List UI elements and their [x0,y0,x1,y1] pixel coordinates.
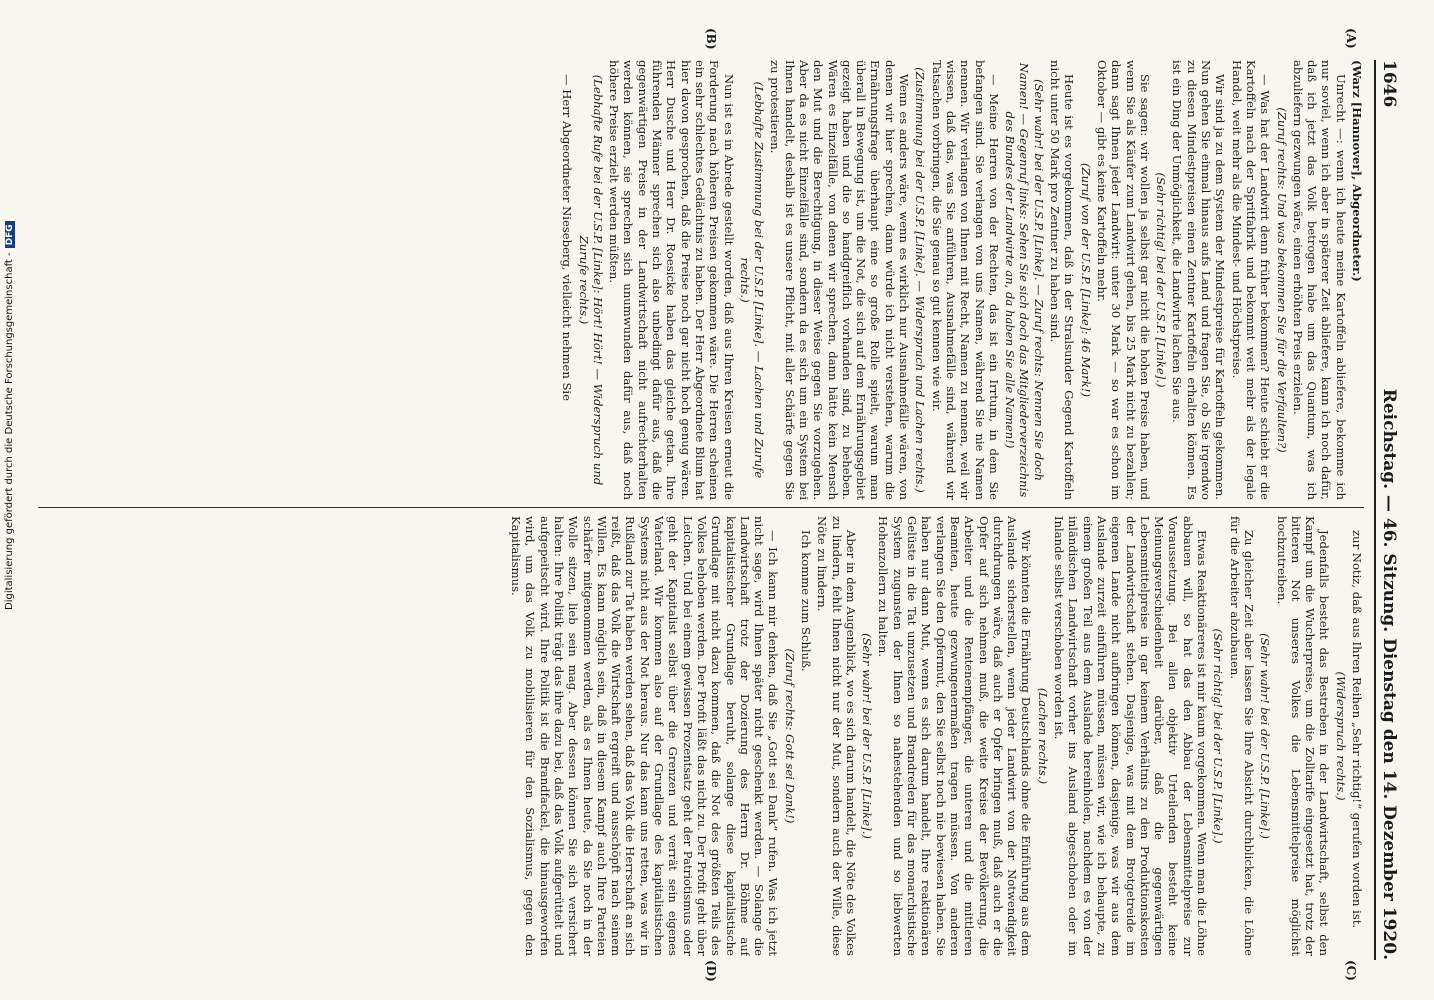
paragraph: — Was hat der Landwirt denn früher bekommen? Heute schiebt er die Kartoffeln nach der Spritfabrik und bekommt weit mehr als der legale Handel, weit mehr als die Mindest- und Höchstpreise. [1229,60,1273,500]
dfg-logo: DFG [5,221,15,248]
right-column [38,516,1364,956]
page-header [1374,60,1402,960]
paragraph: Nun ist es in Abrede gestellt worden, daß aus Ihren Kreisen erneut die Forderung nach höheren Preisen gekommen wäre. Die Herren scheinen ein sehr schlechtes Gedächtnis zu haben. Der Herr Abgeordnete Blum hat hier davon gesprochen, daß die Preise noch gar nicht hoch genug wären. Herr Dusche und Herr Dr. Roesicke haben das gleiche getan. Ihre führenden Männer sprechen sich also unbedingt dafür aus, daß die gegenwärtigen Preise in der Landwirtschaft nicht aufrechterhalten werden können, sie sprechen sich unumwunden dafür aus, daß noch höhere Preise erzielt werden müßten. [607,60,736,500]
interjection: (Sehr richtig! bei der U.S.P. [Linke].) [1154,172,1169,388]
margin-mark-d: (D) [704,960,718,982]
page [18,20,1418,980]
paragraph: Sie sagen: wir wollen ja selbst gar nicht die hohen Preise haben, und wenn Sie als Käufer zum Landwirt gehen, bis 25 Mark nicht zu bezahlen; dann sagt Ihnen jeder Landwirt: unter 30 Mark — so war es schon im Oktober — gibt es keine Kartoffeln mehr. [1094,60,1152,500]
paragraph: Heute ist es vorgekommen, daß in der Stralsunder Gegend Kartoffeln nicht unter 50 Mark pro Zentner zu haben sind. [1048,60,1077,500]
left-column [38,60,1364,500]
paragraph: Jedenfalls besteht das Bestreben in der Landwirtschaft, selbst den Kampf um die Wucherpreise, um die Zolltarife eingesetzt hat, trotz der bitteren Not unseres Volkes die Lebensmittelpreise möglichst hochzutreiben. [1274,516,1332,956]
interjection: (Sehr richtig! bei der U.S.P. [Linke].) [1211,628,1226,844]
margin-mark-c: (C) [1344,960,1358,981]
paragraph: Wir könnten die Ernährung Deutschlands ohne die Einführung aus dem Auslande sicherstellen, wenn jeder Landwirt von der Notwendigkeit durchdrungen wäre, daß auch er Opfer bringen muß, daß auch er die Opfer auf sich nehmen muß, die weite Kreise der Bevölkerung, die Arbeiter und die Rentenempfänger, die unteren und die mittleren Beamten, heute gezwungenermaßen tragen müssen. Von anderen verlangen Sie den Opfermut, den Sie selbst noch nie bewiesen haben. Sie haben nur dann Mut, wenn es sich darum handelt, Ihre reaktionären Gelüste in die Tat umzusetzen und Brandreden für das monarchistische System zugunsten der Ihnen so nahestehenden und so liebwerten Hohenzollern zu halten. [876,516,1034,956]
paragraph: Aber in dem Augenblick, wo es sich darum handelt, die Nöte des Volkes zu lindern, fehlt Ihnen nicht nur der Mut, sondern auch der Wille, diese Nöte zu lindern. [815,516,858,956]
paragraph: zur Notiz, daß aus Ihren Reihen „Sehr richtig!“ gerufen worden ist. [1350,530,1364,929]
interjection: (Zuruf rechts: Und was bekommen Sie für die Verfaulten?) [1274,107,1289,453]
speaker-line: (Warz [Hannover], Abgeordneter.) [1350,60,1364,282]
column-divider [38,507,1364,508]
paragraph: Wir sind ja zu dem System der Mindestpreise für Kartoffeln gekommen. Nun gehen Sie einmal hinaus aufs Land und fragen Sie, ob Sie irgendwo zu diesen Mindestpreisen einen Zentner Kartoffeln erhalten können. Es ist ein Ding der Unmöglichkeit, die Landwirte lachen Sie aus. [1170,60,1228,500]
paragraph: Ich komme zum Schluß. [799,530,814,672]
paragraph: Zu gleicher Zeit aber lassen Sie Ihre Absicht durchblicken, die Löhne für die Arbeiter abzubauen. [1227,516,1256,956]
interjection: (Sehr wahr! bei der U.S.P. [Linke].) [1258,633,1273,839]
interjection: (Widerspruch rechts.) [1333,671,1348,801]
interjection: (Sehr wahr! bei der U.S.P. [Linke].) [860,633,875,839]
interjection: (Lachen rechts.) [1035,687,1050,785]
interjection: (Zuruf rechts: Gott sei Dank!) [782,648,797,824]
rotated-page-sheet [18,20,1418,980]
margin-mark-a: (A) [1344,28,1358,49]
paragraph: — Ich kann mir denken, daß Sie „Gott sei Dank“ rufen. Was ich jetzt nicht sage, wird Ihnen später nicht geschenkt werden. — Solange die Landwirtschaft trotz der Dozierung des Herrn Dr. Böhme auf kapitalistischer Grundlage beruht, solange diese kapitalistische Grundlage mit nicht dazu kommen, daß die Not des größten Teils des Volkes behoben werden. Der Profit läßt das nicht zu. Der Profit geht über Leichen. Und bei einem gewissen Prozentsatz geht der Patriotismus oder geht der Kapitalist selbst über die Grenzen und verrät sein eigenes Vaterland. Wir kommen also auf der Grundlage des kapitalistischen Systems nicht aus der Not heraus. Nur das kann uns retten, was wir in Rußland zur Tat haben werden sehen, daß das Volk die Herrschaft an sich reißt, daß das Volk die Wirtschaft ergreift und ausschöpft nach seinem Willen. Es kann möglich sein, daß in diesem Kampf auch Ihre Parteien schärfer mitgenommen werden, als es Ihnen heute, da Sie noch in der Wolle sitzen, lieb sein mag. Aber dessen können Sie sich versichert halten: Ihre Politik trägt das ihre dazu bei, daß das Volk aufgerüttelt und aufgepeitscht wird. Ihre Politik ist die Brandfackel, die hinausgeworfen wird, um das Volk zu mobilisieren für den Sozialismus, gegen den Kapitalismus. [509,516,781,956]
paragraph: Etwas Reaktionäreres ist mir kaum vorgekommen. Wenn man die Löhne abbauen will, so hat das den Abbau der Lebensmittelpreise zur Voraussetzung. Bei allen objektiv Urteilenden besteht keine Meinungsverschiedenheit darüber, daß die gegenwärtigen Lebensmittelpreise in gar keinem Verhältnis zu den Produktionskosten der Landwirtschaft stehen. Dasjenige, was mit dem Brotgetreide im eigenen Lande nicht aufbringen können, dasjenige, was wir aus dem Auslande zurzeit einführen müssen, müssen wir, wie ich behaupte, zu einem großen Teil aus dem Auslande hereinholen, nachdem es von der inländischen Landwirtschaft vorher ins Ausland abgeschoben oder im Inlande selbst verschoben worden ist. [1052,516,1210,956]
page-title: Reichstag. — 46. Sitzung. Dienstag den 14. Dezember 1920. [1379,388,1399,960]
interjection: (Zuruf von der U.S.P. [Linke]: 46 Mark!) [1078,162,1093,398]
interjection: (Zustimmung bei der U.S.P. [Linke]. — Widerspruch und Lachen rechts.) [913,67,928,493]
paragraph: Unrecht —: wenn ich heute meine Kartoffeln abliefere, bekomme ich nur soviel, wenn ich aber in späterer Zeit abliefere, kann ich noch dafür, daß ich jetzt das Volk betrogen habe um das Quantum, was ich abzuliefern gezwungen wäre, einen erhöhten Preis erzielen. [1290,60,1348,500]
interjection: (Lebhafte Zustimmung bei der U.S.P. [Linke]. — Lachen und Zurufe rechts.) [737,81,767,479]
page-number: 1646 [1379,60,1399,108]
paragraph: — Meine Herren von der Rechten, das ist ein Irrtum, in dem Sie befangen sind. Sie verlangen von uns Namen, während Sie nie Namen nennen. Wir verlangen von Ihnen mit Recht, Namen zu nennen, weil wir wissen, daß das, was Sie anführen, Ausnahmefälle sind, während wir Tatsachen vorbringen, die Sie genau so gut kennen wie wir. [929,60,1001,500]
margin-mark-b: (B) [704,28,718,50]
interjection: (Lebhafte Rufe bei der U.S.P. [Linke]: Hört! Hört! — Widerspruch und Zurufe rechts.) [576,74,605,486]
paragraph: Wenn es anders wäre, wenn es wirklich nur Ausnahmefälle wären, von denen wir hier sprechen, dann würde ich nicht verstehen, warum die Ernährungsfrage überhaupt eine so große Rolle spielt, warum man überall in Bewegung ist, um die Not, die sich auf dem Ernährungsgebiet gezeigt haben und die so handgreiflich vorhanden sind, zu beheben. Wären es Einzelfälle, von denen wir sprechen, dann hätte kein Mensch den Mut und die Berechtigung, in dieser Weise gegen Sie vorzugehen. Aber da es nicht Einzelfälle sind, sondern da es sich um ein System bei Ihnen handelt, deshalb ist es unsere Pflicht, mit aller Schärfe gegen Sie zu protestieren. [768,60,912,500]
footer-credit [4,224,15,610]
footer-text: Digitalisierung gefördert durch die Deutsche Forschungsgemeinschaft - [4,252,15,610]
interjection: (Sehr wahr! bei der U.S.P. [Linke]. — Zuruf rechts: Nennen Sie doch Namen! — Gegenruf links: Sehen Sie sich doch das Mitgliederverzeichnis des Bundes der Landwirte an, da haben Sie alle Namen!) [1003,62,1046,498]
paragraph: — Herr Abgeordneter Nieseberg, vielleicht nehmen Sie [560,74,575,401]
